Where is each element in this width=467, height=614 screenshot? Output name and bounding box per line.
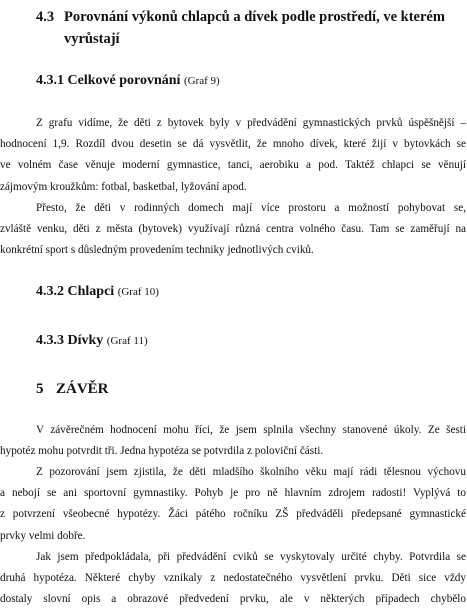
heading-number: 4.3.2 [36, 284, 64, 299]
paragraph-conclusion-intro [0, 420, 466, 462]
text-line: V závěrečném hodnocení mohu říci, že jsem splnila všechny stanovené úkoly. Ze šesti [36, 424, 466, 436]
text-line: hodnocení 1,9. Rozdíl dvou desetin se dá vysvětlit, že mnoho dívek, které žijí v bytovkách se [0, 138, 466, 151]
heading-4-3-1 [36, 72, 220, 90]
heading-number: 5 [36, 381, 44, 397]
text-line: a nebojí se ani sportovní gymnastiky. Pohyb je pro ně hlavním zdrojem radosti! Vyplývá to [0, 487, 466, 500]
graph-reference: (Graf 10) [117, 286, 159, 298]
text-line: zvláště venku, děti z města (bytovek) využívají různá centra volného času. Tam se zaměřují na [0, 223, 466, 236]
text-line: druhá hypotéza. Některé chyby vznikaly z nedostatečného vysvětlení prvku. Děti sice vždy [0, 572, 466, 585]
graph-reference: (Graf 11) [106, 335, 148, 347]
text-line: Přesto, že děti v rodinných domech mají více prostoru a možností pohybovat se, [36, 202, 466, 214]
text-line: ve volném čase věnuje moderní gymnastice, tanci, aerobiku a pod. Taktéž chlapci se věnují [0, 159, 466, 172]
heading-title: Dívky [67, 333, 104, 348]
paragraph-observation [0, 462, 466, 547]
heading-number: 4.3.1 [36, 73, 64, 88]
text-line: Z grafu vidíme, že děti z bytovek byly v předvádění gymnastických prvků úspěšnější – [36, 117, 466, 129]
text-line: zájmovým kroužkům: fotbal, basketbal, lyžování apod. [0, 180, 247, 193]
graph-reference: (Graf 9) [183, 75, 220, 87]
heading-4-3-3 [36, 332, 148, 350]
text-line: prvky velmi dobře. [0, 529, 86, 542]
heading-title: Celkové porovnání [67, 73, 181, 88]
text-line: Jak jsem předpokládala, při předvádění cviků se vyskytovaly určité chyby. Potvrdila se [36, 551, 466, 563]
heading-number: 4.3 [36, 9, 55, 25]
heading-4-3 [36, 6, 456, 50]
text-line: dostaly slovní opis a obrazové předvedení prvku, ale v některých případech chybělo [0, 593, 466, 606]
heading-title: ZÁVĚR [56, 381, 109, 397]
heading-5 [36, 379, 109, 399]
heading-number: 4.3.3 [36, 333, 64, 348]
heading-4-3-2 [36, 283, 159, 301]
text-line: Z pozorování jsem zjistila, že děti mladšího školního věku mají rádi tělesnou výchovu [36, 466, 466, 478]
paragraph-overall-comparison [0, 113, 466, 198]
heading-title-line2: vyrůstají [64, 31, 120, 47]
heading-title: Chlapci [67, 284, 115, 299]
text-line: z potvrzení všeobecné hypotézy. Žáci pátého ročníku ZŠ předváděli předepsané gymnastické [0, 508, 466, 521]
text-line: hypotéz mohu potvrdit tři. Jedna hypotéza se potvrdila z poloviční části. [0, 445, 324, 458]
heading-title-line1: Porovnání výkonů chlapců a dívek podle prostředí, ve kterém [64, 9, 445, 25]
paragraph-housing-difference [0, 198, 466, 262]
text-line: konkrétní sport s důsledným provedením techniky jednotlivých cviků. [0, 244, 314, 257]
paragraph-errors [0, 547, 466, 611]
